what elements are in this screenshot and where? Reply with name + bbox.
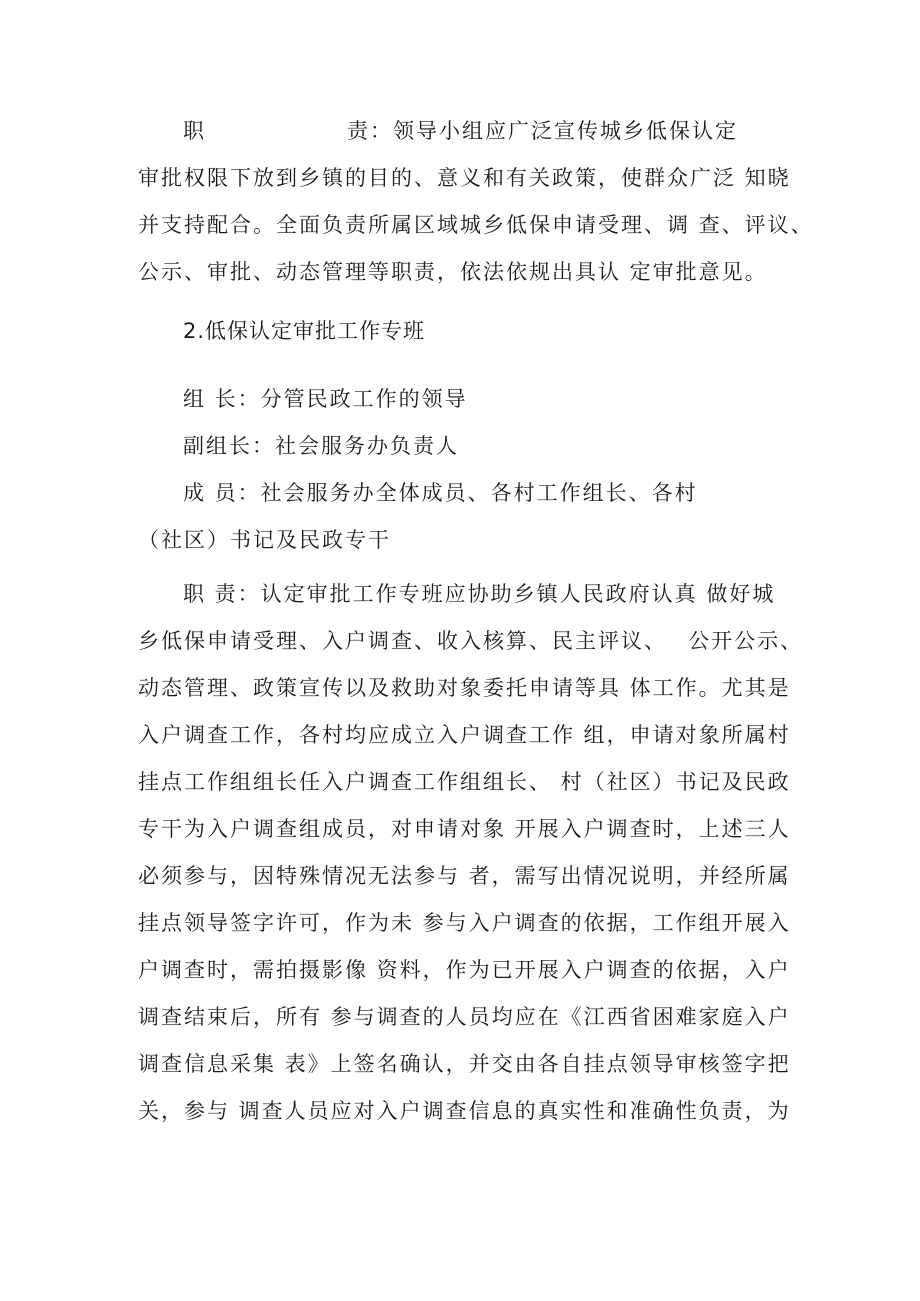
role-leader: 组 长：分管民政工作的领导 [183,387,468,411]
duty-text-line-2: 审批权限下放到乡镇的目的、意义和有关政策，使群众广泛 知晓 [138,166,791,190]
duty-text-line-3: 并支持配合。全面负责所属区域城乡低保申请受理、调 查、评议、 [138,213,814,237]
duty-text-line-4: 公示、审批、动态管理等职责，依法依规出具认 定审批意见。 [138,260,768,284]
role-members-continued: （社区）书记及民政专干 [138,528,391,552]
duty2-line-2: 乡低保申请受理、入户调查、收入核算、民主评议、 公开公示、 [138,629,804,653]
duty2-line-6: 专干为入户调查组成员，对申请对象 开展入户调查时，上述三人 [138,817,791,841]
duty2-line-8: 挂点领导签字许可，作为未 参与入户调查的依据，工作组开展入 [138,911,791,935]
duty2-line-4: 入户调查工作，各村均应成立入户调查工作 组，申请对象所属村 [138,723,791,747]
duty2-line-9: 户调查时，需拍摄影像 资料，作为已开展入户调查的依据，入户 [138,958,791,982]
duty2-line-10: 调查结束后，所有 参与调查的人员均应在《江西省困难家庭入户 [138,1005,791,1029]
role-deputy: 副组长：社会服务办负责人 [183,434,459,458]
duty2-line-12: 关，参与 调查人员应对入户调查信息的真实性和准确性负责，为 [138,1099,791,1123]
duty2-line-11: 调查信息采集 表》上签名确认，并交由各自挂点领导审核签字把 [138,1052,791,1076]
duty-text-line-1: 责：领导小组应广泛宣传城乡低保认定 [347,119,738,143]
duty2-line-5: 挂点工作组组长任入户调查工作组组长、 村（社区）书记及民政 [138,770,791,794]
duty2-line-3: 动态管理、政策宣传以及救助对象委托申请等具 体工作。尤其是 [138,676,791,700]
duty2-line-7: 必须参与，因特殊情况无法参与 者，需写出情况说明，并经所属 [138,864,791,888]
duty2-line-1: 职 责：认定审批工作专班应协助乡镇人民政府认真 做好城 [183,582,776,606]
section-heading: 2.低保认定审批工作专班 [183,319,426,343]
role-members: 成 员：社会服务办全体成员、各村工作组长、各村 [183,481,698,505]
duty-label-char-1: 职 [183,119,206,143]
